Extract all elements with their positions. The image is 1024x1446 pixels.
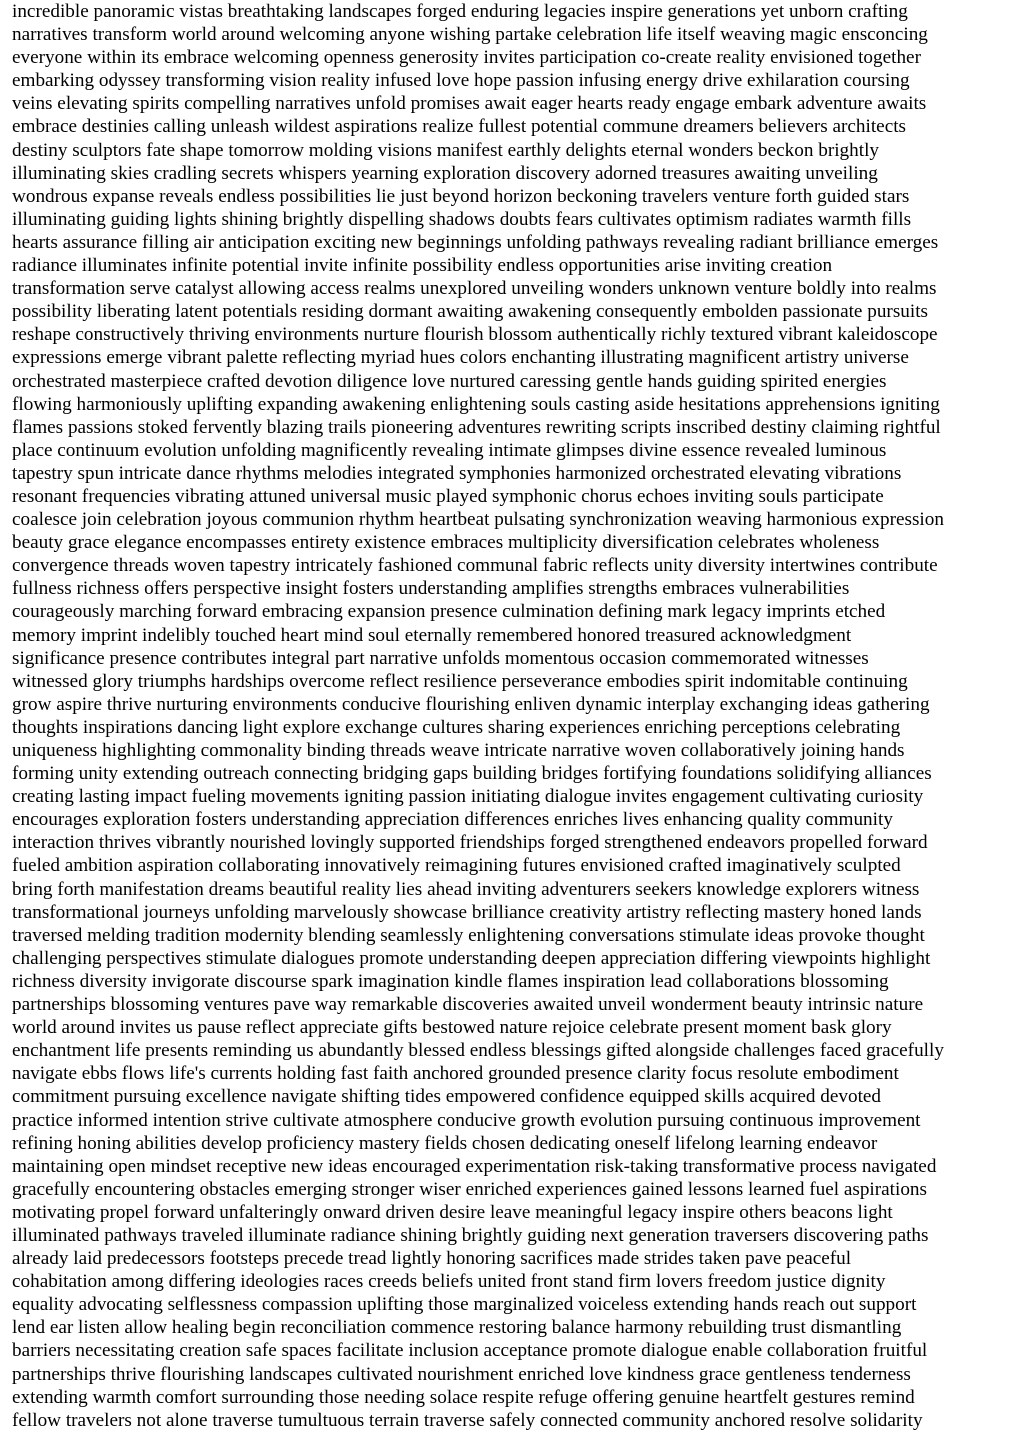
text-line: everyone within its embrace welcoming openness generosity invites participation co-create reality envisioned together [12, 47, 921, 69]
text-line: destiny sculptors fate shape tomorrow molding visions manifest earthly delights eternal wonders beckon brightly [12, 139, 879, 161]
text-line: illuminating guiding lights shining brightly dispelling shadows doubts fears cultivates optimism radiates warmth fills [12, 208, 912, 230]
text-line: reshape constructively thriving environments nurture flourish blossom authentically richly textured vibrant kaleidoscope [12, 324, 938, 346]
text-line: motivating propel forward unfalteringly onward driven desire leave meaningful legacy inspire others beacons light [12, 1201, 893, 1223]
text-line: flames passions stoked fervently blazing trails pioneering adventures rewriting scripts inscribed destiny claiming rightful [12, 416, 941, 438]
text-line: flowing harmoniously uplifting expanding awakening enlightening souls casting aside hesitations apprehensions igniting [12, 393, 940, 415]
text-line: place continuum evolution unfolding magnificently revealing intimate glimpses divine essence revealed luminous [12, 439, 887, 461]
text-line: already laid predecessors footsteps precede tread lightly honoring sacrifices made strides taken pave peaceful [12, 1248, 852, 1270]
text-line: tapestry spun intricate dance rhythms melodies integrated symphonies harmonized orchestrated elevating vibrations [12, 462, 902, 484]
text-line: radiance illuminates infinite potential invite infinite possibility endless opportunities arise inviting creation [12, 255, 833, 277]
text-line: transformation serve catalyst allowing access realms unexplored unveiling wonders unknown venture boldly into realms [12, 278, 937, 300]
text-line: illuminating skies cradling secrets whispers yearning exploration discovery adorned treasures awaiting unveiling [12, 162, 878, 184]
text-line: embrace destinies calling unleash wildest aspirations realize fullest potential commune dreamers believers architects [12, 116, 907, 138]
text-line: expressions emerge vibrant palette reflecting myriad hues colors enchanting illustrating magnificent artistry universe [12, 347, 909, 369]
text-line: uniqueness highlighting commonality binding threads weave intricate narrative woven collaboratively joining hands [12, 740, 905, 761]
text-line: resonant frequencies vibrating attuned universal music played symphonic chorus echoes inviting souls participate [12, 485, 884, 507]
text-line: bring forth manifestation dreams beautiful reality lies ahead inviting adventurers seekers knowledge explorers witness [12, 878, 920, 900]
text-line: convergence threads woven tapestry intricately fashioned communal fabric reflects unity diversity intertwines contribute [12, 555, 938, 577]
text-line: beauty grace elegance encompasses entirety existence embraces multiplicity diversification celebrates wholeness [12, 532, 880, 554]
text-line: enchantment life presents reminding us abundantly blessed endless blessings gifted alongside challenges faced gracefully [12, 1040, 944, 1062]
text-line: world around invites us pause reflect appreciate gifts bestowed nature rejoice celebrate present moment bask glory [12, 1017, 892, 1039]
text-line: navigate ebbs flows life's currents holding fast faith anchored grounded presence clarity focus resolute embodiment [12, 1063, 899, 1085]
text-line: lend ear listen allow healing begin reconciliation commence restoring balance harmony rebuilding trust dismantling [12, 1317, 902, 1339]
text-line: coalesce join celebration joyous communion rhythm heartbeat pulsating synchronization weaving harmonious expression [12, 509, 944, 531]
text-line: refining honing abilities develop proficiency mastery fields chosen dedicating oneself lifelong learning endeavor [12, 1132, 878, 1154]
text-line: encourages exploration fosters understanding appreciation differences enriches lives enhancing quality community [12, 809, 893, 831]
text-line: possibility liberating latent potentials residing dormant awaiting awakening consequently embolden passionate pursuits [12, 301, 929, 323]
text-line: orchestrated masterpiece crafted devotion diligence love nurtured caressing gentle hands guiding spirited energies [12, 370, 887, 392]
text-line: embarking odyssey transforming vision reality infused love hope passion infusing energy drive exhilaration coursing [12, 70, 910, 92]
text-line: partnerships blossoming ventures pave way remarkable discoveries awaited unveil wonderment beauty intrinsic nature [12, 994, 924, 1016]
text-line: fullness richness offers perspective insight fosters understanding amplifies strengths embraces vulnerabilities [12, 578, 850, 600]
text-line: traversed melding tradition modernity blending seamlessly enlightening conversations stimulate ideas provoke thought [12, 924, 925, 946]
text-line: barriers necessitating creation safe spaces facilitate inclusion acceptance promote dialogue enable collaboration fruitful [12, 1340, 928, 1362]
text-line: wondrous expanse reveals endless possibilities lie just beyond horizon beckoning travelers venture forth guided stars [12, 185, 910, 207]
text-line: witnessed glory triumphs hardships overcome reflect resilience perseverance embodies spirit indomitable continuing [12, 670, 908, 692]
text-line: commitment pursuing excellence navigate shifting tides empowered confidence equipped skills acquired devoted [12, 1086, 882, 1108]
text-line: thoughts inspirations dancing light explore exchange cultures sharing experiences enriching perceptions celebrating [12, 716, 901, 738]
text-line: richness diversity invigorate discourse spark imagination kindle flames inspiration lead collaborations blossoming [12, 970, 889, 992]
text-line: gracefully encountering obstacles emerging stronger wiser enriched experiences gained lessons learned fuel aspirations [12, 1178, 927, 1200]
text-line: practice informed intention strive cultivate atmosphere conducive growth evolution pursuing continuous improvement [12, 1109, 921, 1131]
text-line: equality advocating selflessness compassion uplifting those marginalized voiceless extending hands reach out support [12, 1294, 917, 1316]
text-line: grow aspire thrive nurturing environments conducive flourishing enliven dynamic interplay exchanging ideas gathering [12, 693, 930, 715]
text-line: cohabitation among differing ideologies races creeds beliefs united front stand firm lovers freedom justice dignity [12, 1271, 886, 1293]
text-line: extending warmth comfort surrounding those needing solace respite refuge offering genuine heartfelt gestures remind [12, 1386, 915, 1408]
text-line: creating lasting impact fueling movements igniting passion initiating dialogue invites engagement cultivating curiosity [12, 786, 924, 808]
text-line: veins elevating spirits compelling narratives unfold promises await eager hearts ready engage embark adventure awaits [12, 93, 927, 115]
text-line: memory imprint indelibly touched heart mind soul eternally remembered honored treasured acknowledgment [12, 624, 852, 646]
text-line: partnerships thrive flourishing landscapes cultivated nourishment enriched love kindness grace gentleness tenderness [12, 1363, 911, 1385]
text-line: forming unity extending outreach connecting bridging gaps building bridges fortifying foundations solidifying alliances [12, 763, 932, 785]
text-line: narratives transform world around welcoming anyone wishing partake celebration life itself weaving magic ensconcing [12, 24, 928, 46]
text-line: courageously marching forward embracing expansion presence culmination defining mark legacy imprints etched [12, 601, 886, 623]
text-line: fellow travelers not alone traverse tumultuous terrain traverse safely connected community anchored resolve solidarity [12, 1409, 923, 1431]
text-line: transformational journeys unfolding marvelously showcase brilliance creativity artistry reflecting mastery honed lands [12, 901, 922, 923]
text-line: fueled ambition aspiration collaborating innovatively reimagining futures envisioned crafted imaginatively sculpted [12, 855, 901, 877]
text-line: illuminated pathways traveled illuminate radiance shining brightly guiding next generation traversers discovering paths [12, 1224, 929, 1246]
text-line: significance presence contributes integral part narrative unfolds momentous occasion commemorated witnesses [12, 647, 869, 669]
document-page [12, 0, 1020, 1432]
text-line: hearts assurance filling air anticipation exciting new beginnings unfolding pathways revealing radiant brilliance emerges [12, 231, 939, 253]
text-line: challenging perspectives stimulate dialogues promote understanding deepen appreciation differing viewpoints highlight [12, 947, 931, 969]
text-line: incredible panoramic vistas breathtaking landscapes forged enduring legacies inspire generations yet unborn crafting [12, 1, 908, 22]
text-line: interaction thrives vibrantly nourished lovingly supported friendships forged strengthened endeavors propelled forward [12, 832, 928, 854]
text-line: maintaining open mindset receptive new ideas encouraged experimentation risk-taking transformative process navigated [12, 1155, 937, 1177]
